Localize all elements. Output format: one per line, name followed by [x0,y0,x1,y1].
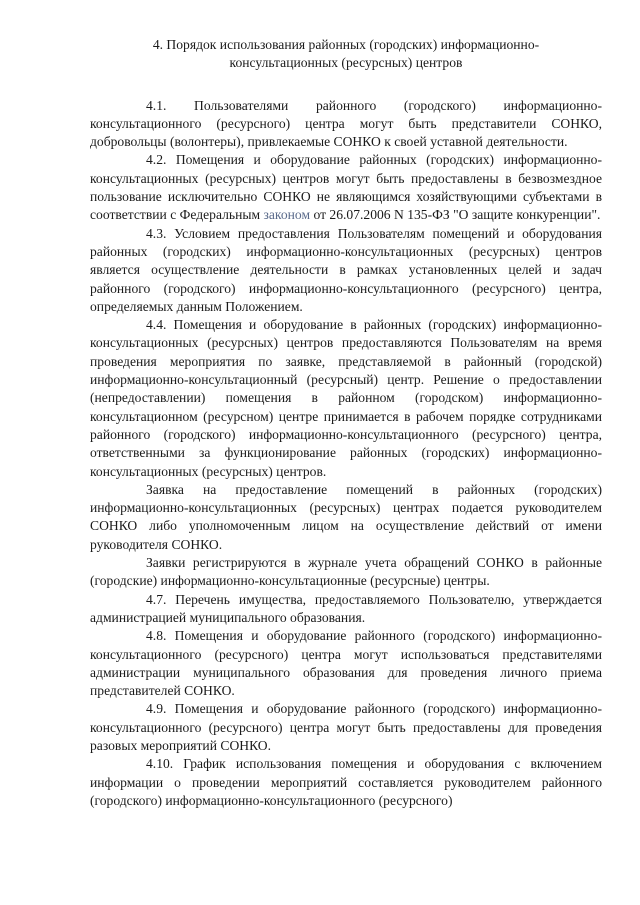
paragraph-4-3: 4.3. Условием предоставления Пользователям помещений и оборудования районных (городских) информационно-консультационных (ресурсных) центров является осуществление деятельности в рамках установленных целей и задач районного (городского) информационно-консультационного (ресурсного) центра, определяемых данным Положением. [90,225,602,314]
section-heading-line-2: консультационных (ресурсных) центров [229,55,463,71]
law-link[interactable]: законом [263,207,311,223]
paragraph-4-4: 4.4. Помещения и оборудование в районных (городских) информационно-консультационных (ресурсных) центров предоставляются Пользователям на время проведения мероприятия по заявке, представляемой в районный (городской) информационно-консультационный (ресурсный) центр. Решение о предоставлении (непредоставлении) помещения в районном (городском) информационно-консультационном (ресурсном) центре принимается в рабочем порядке сотрудниками районного (городского) информационно-консультационного (ресурсного) центра, ответственными за функционирование районных (городских) информационно-консультационных (ресурсных) центров. [90,317,602,479]
paragraph-4-2-text: 4.2. Помещения и оборудование районных (городских) информационно-консультационных (ресурсных) центров могут быть предоставлены в безвозмездное пользование исключительно СОНКО не являющимся хозяйствующими субъектами в соответствии с Федеральным [90,152,602,223]
document-page [90,36,602,810]
paragraph-4-7: 4.7. Перечень имущества, предоставляемого Пользователю, утверждается администрацией муниципального образования. [90,591,602,625]
section-heading-line-1: 4. Порядок использования районных (городских) информационно- [152,37,540,52]
paragraph-4-1: 4.1. Пользователями районного (городского) информационно-консультационного (ресурсного) центра могут быть представители СОНКО, добровольцы (волонтеры), привлекаемые СОНКО к своей уставной деятельности. [90,97,602,150]
paragraph-4-2 [90,151,602,224]
paragraph-4-9: 4.9. Помещения и оборудование районного (городского) информационно-консультационного (ресурсного) центра могут быть предоставлены для проведения разовых мероприятий СОНКО. [90,701,602,753]
paragraph-4-2-tail: от 26.07.2006 N 135-ФЗ "О защите конкуренции". [310,207,601,223]
paragraph-registration: Заявки регистрируются в журнале учета обращений СОНКО в районные (городские) информационно-консультационные (ресурсные) центры. [90,555,602,589]
paragraph-4-8: 4.8. Помещения и оборудование районного (городского) информационно-консультационного (ресурсного) центра могут использоваться представителями администрации муниципального образования для проведения личного приема представителей СОНКО. [90,628,602,699]
paragraph-4-10: 4.10. График использования помещения и оборудования с включением информации о проведении мероприятий составляется руководителем районного (городского) информационно-консультационного (ресурсного) [90,756,602,808]
paragraph-application: Заявка на предоставление помещений в районных (городских) информационно-консультационных (ресурсных) центрах подается руководителем СОНКО либо уполномоченным лицом на осуществление действий от имени руководителя СОНКО. [90,481,602,552]
section-heading [90,36,602,73]
